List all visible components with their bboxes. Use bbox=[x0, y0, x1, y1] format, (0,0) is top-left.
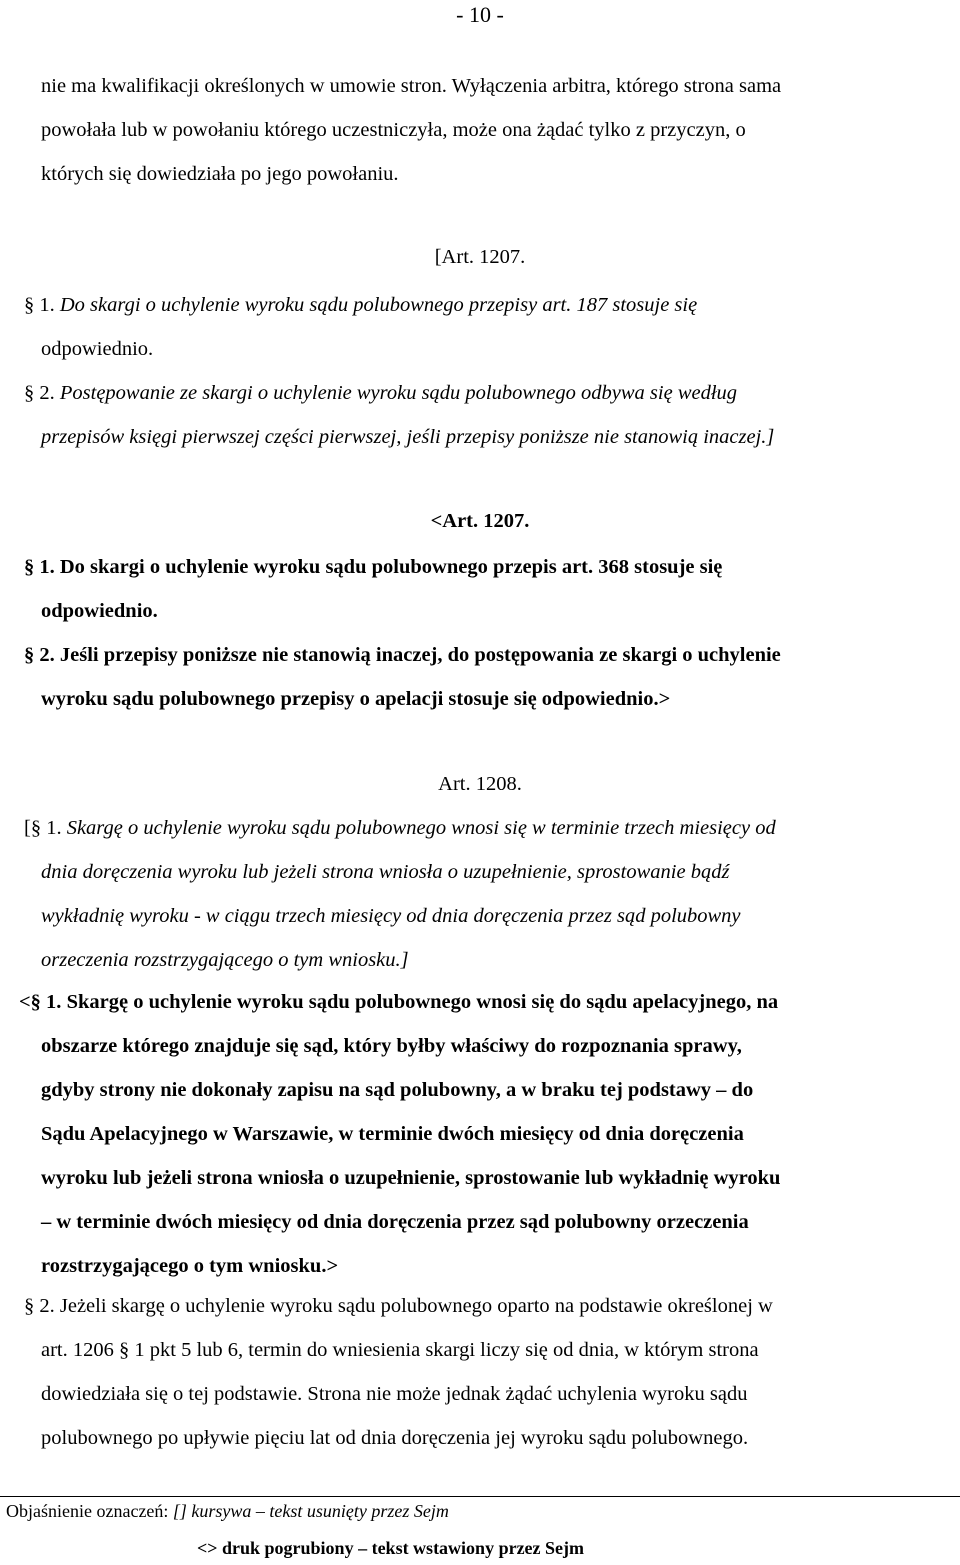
article-heading: Art. 1208. bbox=[438, 773, 522, 795]
section-mark: [§ 1. bbox=[24, 817, 62, 839]
paragraph-line: art. 1206 § 1 pkt 5 lub 6, termin do wniesienia skargi liczy się od dnia, w którym strona bbox=[41, 1339, 759, 1361]
italic-text: dnia doręczenia wyroku lub jeżeli strona wniosła o uzupełnienie, sprostowanie bądź bbox=[41, 861, 730, 883]
paragraph-line bbox=[24, 806, 917, 850]
bold-text: Jeśli przepisy poniższe nie stanowią inaczej, do postępowania ze skargi o uchylenie bbox=[59, 644, 781, 666]
text-line: powołała lub w powołaniu którego uczestniczyła, może ona żądać tylko z przyczyn, o bbox=[41, 119, 746, 141]
paragraph-line bbox=[41, 938, 917, 982]
paragraph-line: wyroku lub jeżeli strona wniosła o uzupełnienie, sprostowanie lub wykładnię wyroku bbox=[41, 1167, 781, 1189]
section-mark: § 1. bbox=[24, 556, 55, 578]
paragraph-line bbox=[24, 371, 917, 415]
paragraph-line: rozstrzygającego o tym wniosku.> bbox=[41, 1255, 339, 1277]
paragraph-line bbox=[24, 545, 917, 589]
italic-text: Skargę o uchylenie wyroku sądu polubownego wnosi się w terminie trzech miesięcy od bbox=[66, 817, 776, 839]
new-article-1208-p1 bbox=[19, 980, 917, 1288]
intro-paragraph bbox=[41, 64, 917, 196]
footer-divider bbox=[0, 1496, 960, 1497]
italic-text: orzeczenia rozstrzygającego o tym wniosku.] bbox=[41, 949, 409, 971]
page-number: - 10 - bbox=[456, 2, 504, 27]
text-line: których się dowiedziała po jego powołaniu. bbox=[41, 163, 399, 185]
section-mark: § 2. bbox=[24, 382, 55, 404]
article-1208-p2 bbox=[24, 1284, 917, 1460]
old-article-1208-p1 bbox=[24, 806, 917, 982]
bold-text: Do skargi o uchylenie wyroku sądu polubownego przepis art. 368 stosuje się bbox=[59, 556, 723, 578]
paragraph-line bbox=[41, 415, 917, 459]
italic-text: wykładnię wyroku - w ciągu trzech miesięcy od dnia doręczenia przez sąd polubowny bbox=[41, 905, 741, 927]
plain-text: Jeżeli skargę o uchylenie wyroku sądu polubownego oparto na podstawie określonej w bbox=[59, 1295, 773, 1317]
italic-text: Postępowanie ze skargi o uchylenie wyroku sądu polubownego odbywa się według bbox=[59, 382, 738, 404]
paragraph-line bbox=[24, 1284, 917, 1328]
paragraph-line: odpowiednio. bbox=[41, 338, 154, 360]
new-article-1207 bbox=[24, 545, 917, 721]
paragraph-line: gdyby strony nie dokonały zapisu na sąd polubowny, a w braku tej podstawy – do bbox=[41, 1079, 754, 1101]
legend-label: Objaśnienie oznaczeń: bbox=[6, 1501, 169, 1521]
article-heading: <Art. 1207. bbox=[430, 510, 530, 532]
paragraph-line bbox=[41, 894, 917, 938]
paragraph-line: – w terminie dwóch miesięcy od dnia doręczenia przez sąd polubowny orzeczenia bbox=[41, 1211, 749, 1233]
paragraph-line: obszarze którego znajduje się sąd, który byłby właściwy do rozpoznania sprawy, bbox=[41, 1035, 742, 1057]
article-heading: [Art. 1207. bbox=[434, 246, 526, 268]
italic-text: przepisów księgi pierwszej części pierwszej, jeśli przepisy poniższe nie stanowią inaczej.] bbox=[41, 426, 775, 448]
paragraph-line bbox=[19, 980, 917, 1024]
paragraph-line: odpowiednio. bbox=[41, 600, 158, 622]
paragraph-line bbox=[41, 850, 917, 894]
footer-legend bbox=[6, 1501, 449, 1522]
legend-bold: <> druk pogrubiony – tekst wstawiony przez Sejm bbox=[197, 1538, 585, 1558]
paragraph-line: wyroku sądu polubownego przepisy o apelacji stosuje się odpowiednio.> bbox=[41, 688, 671, 710]
section-mark: § 2. bbox=[24, 644, 55, 666]
paragraph-line bbox=[24, 633, 917, 677]
bold-text: Skargę o uchylenie wyroku sądu polubownego wnosi się do sądu apelacyjnego, na bbox=[66, 991, 779, 1013]
italic-text: Do skargi o uchylenie wyroku sądu polubownego przepisy art. 187 stosuje się bbox=[59, 294, 698, 316]
paragraph-line: Sądu Apelacyjnego w Warszawie, w terminie dwóch miesięcy od dnia doręczenia bbox=[41, 1123, 744, 1145]
paragraph-line: polubownego po upływie pięciu lat od dnia doręczenia jej wyroku sądu polubownego. bbox=[41, 1427, 749, 1449]
paragraph-line: dowiedziała się o tej podstawie. Strona nie może jednak żądać uchylenia wyroku sądu bbox=[41, 1383, 748, 1405]
text-line: nie ma kwalifikacji określonych w umowie stron. Wyłączenia arbitra, którego strona sama bbox=[41, 75, 782, 97]
section-mark: <§ 1. bbox=[19, 991, 62, 1013]
section-mark: § 2. bbox=[24, 1295, 55, 1317]
legend-italic: [] kursywa – tekst usunięty przez Sejm bbox=[172, 1501, 449, 1521]
paragraph-line bbox=[24, 283, 917, 327]
old-article-1207 bbox=[24, 283, 917, 459]
section-mark: § 1. bbox=[24, 294, 55, 316]
